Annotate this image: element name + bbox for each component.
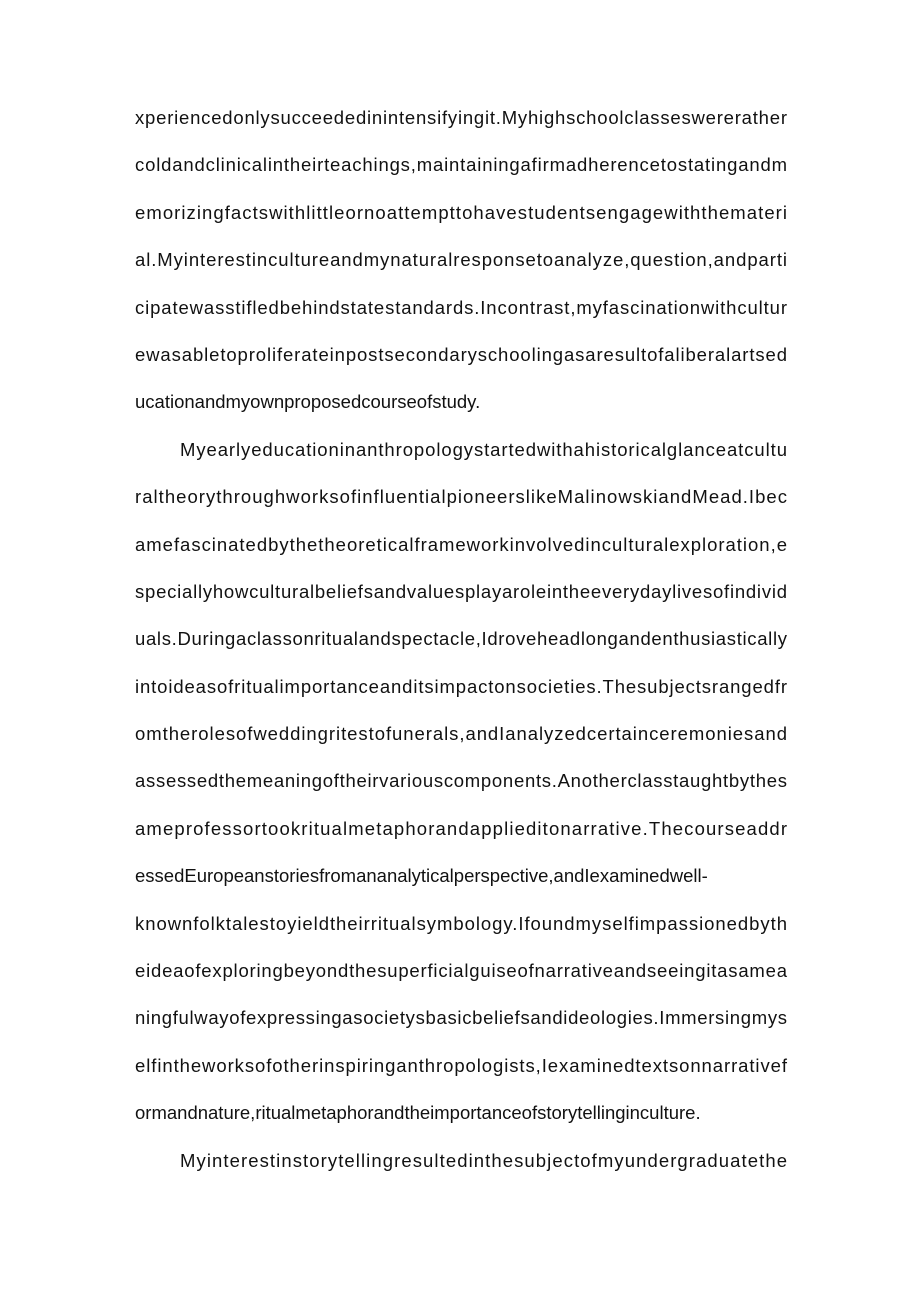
- text-line: speciallyhowculturalbeliefsandvaluesplayaroleintheeverydaylivesofindivid: [135, 580, 788, 602]
- text-line: assessedthemeaningoftheirvariouscomponents.Anotherclasstaughtbythes: [135, 770, 788, 792]
- paragraph-start-line: Myearlyeducationinanthropologystartedwithahistoricalglanceatcultu: [180, 438, 788, 460]
- text-line: emorizingfactswithlittleornoattempttohavestudentsengagewiththemateri: [135, 201, 789, 223]
- text-line: ningfulwayofexpressingasocietysbasicbeliefsandideologies.Immersingmys: [135, 1007, 788, 1029]
- text-line: eideaofexploringbeyondthesuperficialguiseofnarrativeandseeingitasamea: [135, 960, 788, 982]
- text-line: knownfolktalestoyieldtheirritualsymbology.Ifoundmyselfimpassionedbyth: [135, 912, 788, 934]
- text-line: ucationandmyownproposedcourseofstudy.: [135, 391, 481, 413]
- text-line: xperiencedonlysucceededinintensifyingit.Myhighschoolclasseswererather: [135, 107, 788, 128]
- text-line: al.Myinterestincultureandmynaturalresponsetoanalyze,question,andparti: [135, 249, 788, 271]
- text-line: ormandnature,ritualmetaphorandtheimportanceofstorytellinginculture.: [135, 1102, 701, 1124]
- text-line: amefascinatedbythetheoreticalframeworkinvolvedinculturalexploration,e: [135, 533, 788, 555]
- text-line: essedEuropeanstoriesfromananalyticalperspective,andIexaminedwell-: [135, 865, 708, 887]
- text-line: intoideasofritualimportanceanditsimpactonsocieties.Thesubjectsrangedfr: [135, 675, 788, 697]
- text-line: omtherolesofweddingritestofunerals,andIanalyzedcertainceremoniesand: [135, 723, 788, 745]
- paragraph-start-line: Myinterestinstorytellingresultedinthesubjectofmyundergraduatethe: [180, 1149, 789, 1171]
- text-line: uals.Duringaclassonritualandspectacle,Idroveheadlongandenthusiastically: [135, 628, 788, 650]
- text-line: elfintheworksofotherinspiringanthropologists,Iexaminedtextsonnarrativef: [135, 1054, 788, 1076]
- text-line: ewasabletoproliferateinpostsecondaryschoolingasaresultofaliberalartsed: [135, 343, 788, 365]
- text-line: ameprofessortookritualmetaphorandapplieditonarrative.Thecourseaddr: [135, 817, 789, 839]
- body-text: [135, 100, 787, 1190]
- text-line: raltheorythroughworksofinfluentialpioneerslikeMalinowskiandMead.Ibec: [135, 486, 789, 508]
- text-line: coldandclinicalintheirteachings,maintainingafirmadherencetostatingandm: [135, 154, 788, 176]
- text-line: cipatewasstifledbehindstatestandards.Incontrast,myfascinationwithcultur: [135, 296, 788, 318]
